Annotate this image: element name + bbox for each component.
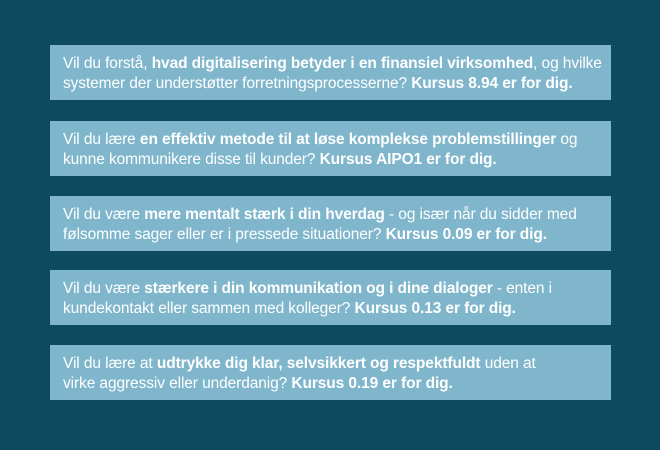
card-text: Vil du være (63, 206, 145, 223)
card-text: Vil du lære at (63, 355, 157, 372)
card-line-1 (63, 130, 599, 150)
course-reference: Kursus 0.13 er for dig. (354, 300, 516, 317)
course-card-selvsikkerhed (50, 345, 611, 400)
card-highlight: udtrykke dig klar, selvsikkert og respektfuldt (156, 355, 481, 372)
card-line-2 (63, 374, 599, 394)
card-text: systemer der understøtter forretningsprocesserne? (63, 75, 412, 92)
card-text: Vil du være (63, 280, 145, 297)
course-reference: Kursus 8.94 er for dig. (411, 75, 573, 92)
card-line-1 (63, 354, 599, 374)
course-card-mental-styrke (50, 196, 611, 251)
card-line-1 (63, 205, 599, 225)
card-text: kundekontakt eller sammen med kolleger? (63, 300, 355, 317)
card-text: uden at (480, 355, 536, 372)
card-line-2 (63, 150, 599, 170)
card-highlight: mere mentalt stærk i din hverdag (144, 206, 385, 223)
card-text: og (556, 131, 578, 148)
card-text: - og især når du sidder med (384, 206, 577, 223)
course-reference: Kursus 0.09 er for dig. (385, 226, 547, 243)
card-line-1 (63, 54, 602, 74)
card-text: - enten i (492, 280, 552, 297)
card-line-2 (63, 225, 599, 245)
course-card-digitalisering (50, 45, 611, 100)
card-text: , og hvilke (533, 55, 602, 72)
card-line-1 (63, 279, 599, 299)
course-reference: Kursus AIPO1 er for dig. (319, 151, 497, 168)
card-text: følsomme sager eller er i pressede situationer? (63, 226, 386, 243)
course-reference: Kursus 0.19 er for dig. (291, 375, 453, 392)
card-text: Vil du lære (63, 131, 140, 148)
course-card-problemloesning (50, 121, 611, 176)
course-card-kommunikation (50, 270, 611, 325)
card-highlight: hvad digitalisering betyder i en finansiel virksomhed (151, 55, 534, 72)
card-text: virke aggressiv eller underdanig? (63, 375, 292, 392)
card-text: Vil du forstå, (63, 55, 152, 72)
card-text: kunne kommunikere disse til kunder? (63, 151, 320, 168)
card-highlight: stærkere i din kommunikation og i dine dialoger (144, 280, 493, 297)
card-line-2 (63, 74, 599, 94)
card-line-2 (63, 299, 599, 319)
card-highlight: en effektiv metode til at løse komplekse problemstillinger (139, 131, 557, 148)
